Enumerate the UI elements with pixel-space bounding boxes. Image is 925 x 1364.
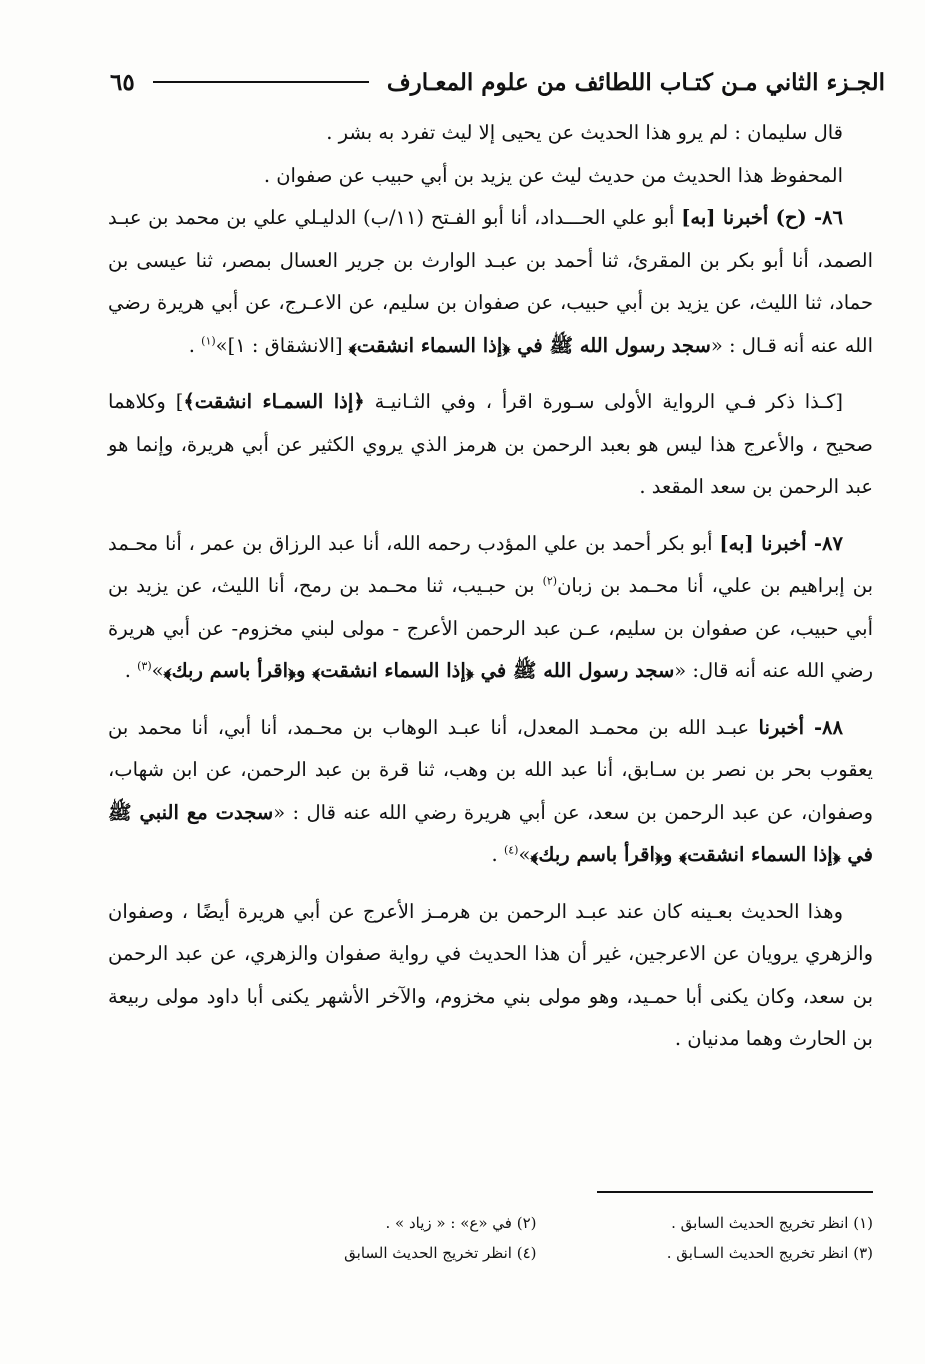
footnote-ref-4: (٤) (503, 843, 519, 857)
footnote-rule (597, 1191, 873, 1193)
hadith-86-isnad: أبو علي الحـــداد، أنا أبو الفـتح (١١/ب) الدليـلي علي بن محمد بن عبـد الصمد، أنا أبو بكر بن المقرئ، ثنا أحمد بن عبـد الوارث بن جرير العسال بمصر، ثنا عيسى بن حماد، ثنا الليث، عن يزيد بن أبي حبيب، عن صفوان بن سليم، عن الاعـرج، عن أبي هريرة رضي الله عنه أنه قـال : « (108, 206, 873, 357)
editorial-note-a: [كـذا ذكر فـي الرواية الأولى سـورة اقرأ ، وفي الثـانيـة (364, 390, 844, 413)
paragraph-mahfuz: المحفوظ هذا الحديث من حديث ليث عن يزيد بن أبي حبيب عن صفوان . (263, 163, 843, 187)
hadith-88-number: ٨٨- أخبرنا (758, 715, 843, 739)
header-title: الجـزء الثاني مـن كتـاب اللطائف من علوم المعـارف (386, 68, 885, 96)
hadith-86-number: ٨٦- (ح) أخبرنا [به] (681, 206, 843, 229)
hadith-86-end: . (188, 333, 202, 357)
hadith-87 (108, 523, 873, 693)
footnote-4: (٤) انظر تخريج الحديث السابق (344, 1244, 537, 1262)
header-rule (153, 81, 369, 83)
hadith-87-end: . (124, 659, 138, 682)
editorial-note (108, 381, 873, 509)
editorial-note-c: ] وكلاهما صحيح ، والأعرج هذا ليس هو بعبد الرحمن بن هرمز الذي يروي الكثير عن أبي هريرة، وإنما هو عبد الرحمن بن سعد المقعد . (108, 390, 873, 498)
footnote-1: (١) انظر تخريج الحديث السابق . (671, 1214, 873, 1232)
footnotes (240, 1208, 873, 1268)
hadith-87-close: » (151, 659, 164, 682)
hadith-86 (108, 197, 873, 367)
hadith-88-isnad: عبـد الله بن محمـد المعدل، أنا عبـد الوهاب بن محـمد، أنا أبي، أنا محمد بن يعقوب بحر بن نصر بن سـابق، أنا عبد الله بن وهب، ثنا قرة بن عبد الرحمن، عن ابن شهاب، وصفوان، عن عبد الرحمن بن سعد، عن أبي هريرة رضي الله عنه قال : « (108, 715, 873, 824)
hadith-88-end: . (491, 843, 504, 866)
running-header (110, 62, 885, 102)
footnote-ref-3: (٣) (137, 659, 152, 673)
footnote-3: (٣) انظر تخريج الحديث السـابق . (666, 1244, 873, 1262)
hadith-88-close: » (518, 843, 531, 866)
editorial-note-verse: ﴿إذا السمـاء انشقت﴾ (183, 390, 365, 413)
paragraph-sulayman: قال سليمان : لم يرو هذا الحديث عن يحيى إلا ليث تفرد به بشر . (326, 121, 843, 144)
hadith-86-matn: سجد رسول الله ﷺ في ﴿إذا السماء انشقت﴾ (348, 333, 711, 357)
closing-paragraph: وهذا الحديث بعـينه كان عند عبـد الرحمن بن هرمـز الأعرج عن أبي هريرة أيضًا ، وصفوان والزهري يرويان عن الاعرجين، غير أن هذا الحديث في رواية صفوان والزهري، عن عبد الرحمن بن سعد، وكان يكنى أبا حمـيد، وهو مولى بني مخزوم، والآخر الأشهر يكنى أبا داود مولى ربيعة بن الحارث وهما مدنيان . (108, 899, 873, 1050)
footnote-2: (٢) في «ع» : « زياد » . (385, 1214, 537, 1232)
hadith-88-matn: سجدت مع النبي ﷺ في ﴿إذا السماء انشقت﴾ و﴿اقرأ باسم ربك﴾ (108, 800, 873, 866)
hadith-87-matn: سجد رسول الله ﷺ في ﴿إذا السماء انشقت﴾ و﴿اقرأ باسم ربك﴾ (163, 659, 675, 682)
hadith-87-isnad-b: بن حبـيب، ثنا محـمد بن رمح، أنا الليث، عن يزيد بن أبي حبيب، عن صفوان بن سليم، عـن عبد الرحمن الأعرج - مولى لبني مخزوم- عن أبي هريرة رضي الله عنه أنه قال: « (108, 574, 873, 682)
hadith-87-number: ٨٧- أخبرنا [به] (719, 531, 843, 555)
footnote-ref-2: (٢) (542, 574, 558, 588)
page-number: ٦٥ (110, 68, 135, 96)
footnote-ref-1: (١) (201, 334, 216, 347)
hadith-86-ref: [الانشقاق : ١]» (215, 333, 349, 357)
main-text (108, 112, 873, 1061)
hadith-88 (108, 707, 873, 877)
hadith-87-isnad-a: أبو بكر أحمد بن علي المؤدب رحمه الله، أنا عبد الرزاق بن عمر ، أنا محـمد بن إبراهيم بن علي، أنا محـمد بن زبان (108, 531, 874, 597)
